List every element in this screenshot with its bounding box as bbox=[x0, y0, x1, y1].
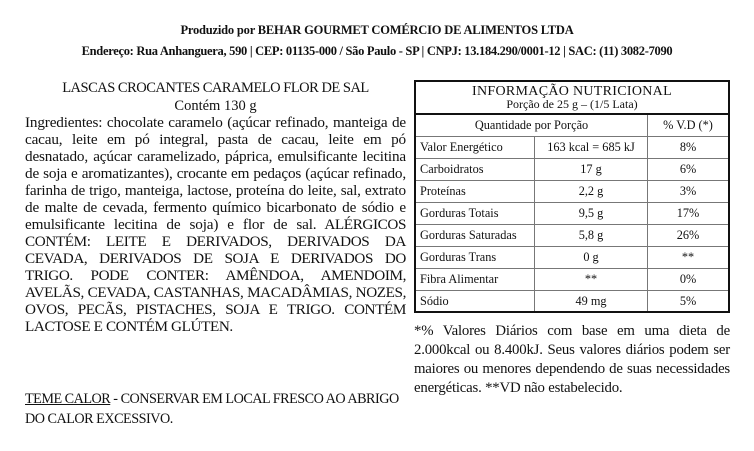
nutrition-facts-table bbox=[414, 80, 730, 313]
table-row bbox=[415, 224, 729, 246]
nutrient-amount: 49 mg bbox=[534, 290, 647, 312]
table-row bbox=[415, 290, 729, 312]
nutrient-name: Gorduras Saturadas bbox=[415, 224, 534, 246]
nutrition-title-row bbox=[415, 81, 729, 114]
nutrient-dv: 0% bbox=[648, 268, 729, 290]
nutrient-name: Gorduras Totais bbox=[415, 202, 534, 224]
nutrient-name: Proteínas bbox=[415, 180, 534, 202]
table-row bbox=[415, 136, 729, 158]
nutrient-name: Fibra Alimentar bbox=[415, 268, 534, 290]
nutrient-amount: 0 g bbox=[534, 246, 647, 268]
ingredients-text bbox=[25, 114, 406, 335]
product-info bbox=[25, 79, 406, 335]
nutrient-amount: 5,8 g bbox=[534, 224, 647, 246]
serving-size: Porção de 25 g – (1/5 Lata) bbox=[506, 97, 638, 111]
nutrient-dv: 8% bbox=[648, 136, 729, 158]
nutrient-name: Sódio bbox=[415, 290, 534, 312]
nutrient-dv: 5% bbox=[648, 290, 729, 312]
producer-line: Produzido por BEHAR GOURMET COMÉRCIO DE ALIMENTOS LTDA bbox=[180, 23, 574, 37]
table-row bbox=[415, 158, 729, 180]
nutrient-amount: 17 g bbox=[534, 158, 647, 180]
column-header-row bbox=[415, 114, 729, 136]
allergens-text: ALÉRGICOS CONTÉM: LEITE E DERIVADOS, DERIVADOS DA CEVADA, DERIVADOS DE SOJA E DERIVADOS DO TRIGO. PODE CONTER: AMÊNDOA, AMENDOIM, AVELÃS, CEVADA, CASTANHAS, MACADÂMIAS, NOZES, OVOS, PECÃS, PISTACHES, SOJA E TRIGO. CONTÉM LACTOSE E CONTÉM GLÚTEN. bbox=[25, 216, 406, 335]
nutrient-dv: 26% bbox=[648, 224, 729, 246]
daily-value-disclaimer: *% Valores Diários com base em uma dieta de 2.000kcal ou 8.400kJ. Seus valores diários podem ser maiores ou menores dependendo de suas necessidades energéticas. **VD não estabelecido. bbox=[414, 323, 730, 396]
nutrient-name: Valor Energético bbox=[415, 136, 534, 158]
nutrient-amount: 9,5 g bbox=[534, 202, 647, 224]
ingredients-list: Ingredientes: chocolate caramelo (açúcar refinado, manteiga de cacau, leite em pó integral, pasta de cacau, leite em pó desnatado, açúcar caramelizado, páprica, emulsificante lecitina de soja e aromatizantes), crocante em pedaços (açúcar refinado, farinha de trigo, manteiga, lactose, proteína do leite, sal, extrato de malte de cevada, fermento químico bicarbonato de sódio e emulsificante lecitina de soja) e flor de sal. bbox=[25, 114, 406, 233]
table-row bbox=[415, 202, 729, 224]
product-title: LASCAS CROCANTES CARAMELO FLOR DE SAL bbox=[62, 80, 369, 96]
manufacturer-header bbox=[0, 20, 754, 61]
storage-instructions bbox=[25, 389, 406, 429]
nutrient-amount: ** bbox=[534, 268, 647, 290]
nutrient-dv: 17% bbox=[648, 202, 729, 224]
nutrient-dv: ** bbox=[648, 246, 729, 268]
nutrition-title: INFORMAÇÃO NUTRICIONAL bbox=[472, 84, 672, 99]
quantity-header: Quantidade por Porção bbox=[415, 114, 648, 136]
nutrition-title-cell bbox=[415, 81, 729, 114]
dv-header: % V.D (*) bbox=[648, 114, 729, 136]
nutrient-name: Carboidratos bbox=[415, 158, 534, 180]
nutrient-amount: 163 kcal = 685 kJ bbox=[534, 136, 647, 158]
table-row bbox=[415, 180, 729, 202]
table-row bbox=[415, 268, 729, 290]
heat-warning: TEME CALOR bbox=[25, 391, 111, 407]
address-line: Endereço: Rua Anhanguera, 590 | CEP: 01135-000 / São Paulo - SP | CNPJ: 13.184.290/0001-12 | SAC: (11) 3082-7090 bbox=[81, 44, 673, 58]
nutrient-amount: 2,2 g bbox=[534, 180, 647, 202]
nutrient-dv: 6% bbox=[648, 158, 729, 180]
nutrient-name: Gorduras Trans bbox=[415, 246, 534, 268]
nutrient-dv: 3% bbox=[648, 180, 729, 202]
storage-text: - CONSERVAR EM LOCAL FRESCO AO ABRIGO DO CALOR EXCESSIVO. bbox=[25, 391, 399, 427]
table-row bbox=[415, 246, 729, 268]
net-content: Contém 130 g bbox=[174, 98, 257, 114]
